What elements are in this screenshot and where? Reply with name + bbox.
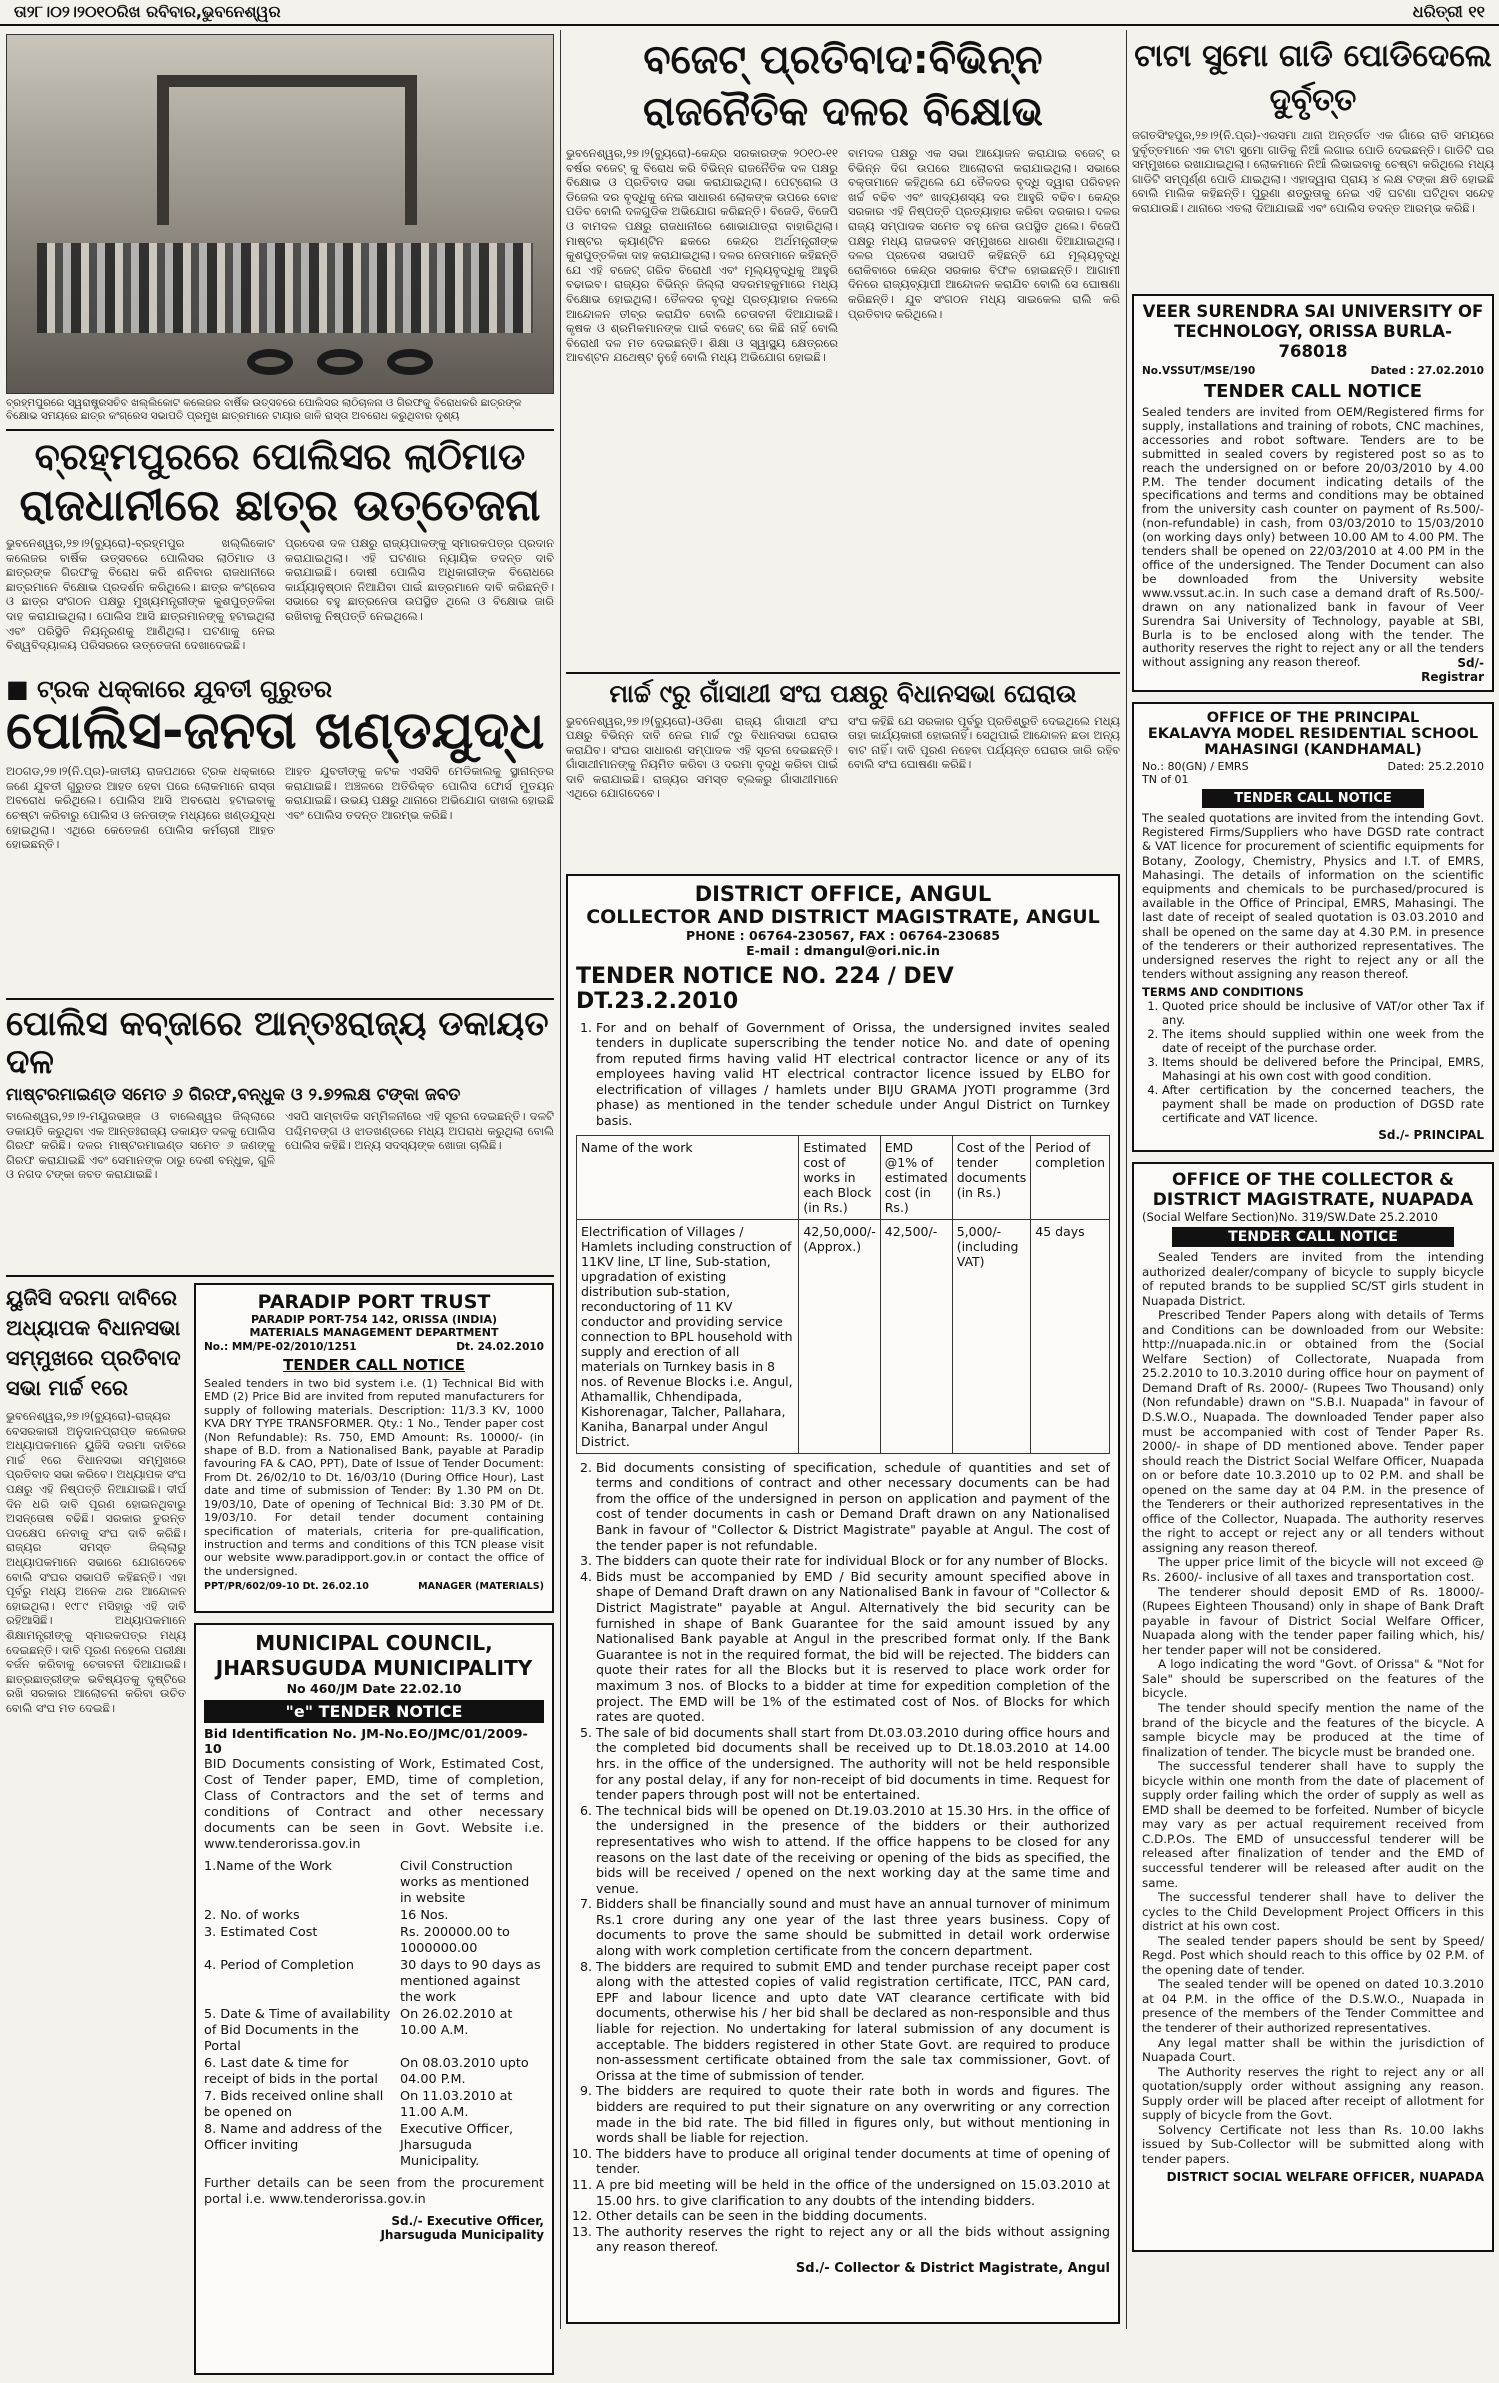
table-row [577, 1219, 1110, 1453]
article-text: ଆହତ ଯୁବତୀଙ୍କୁ କଟକ ଏସସିବି ମେଡିକାଲକୁ ସ୍ଥାନାନ୍ତର କରାଯାଇଛି। ଅଞ୍ଚଳରେ ଅତିରିକ୍ତ ପୋଲିସ ଫୋର୍ସ ମୁତୟନ କରାଯାଇଛି। ଉଭୟ ପକ୍ଷରୁ ଥାନାରେ ଅଭିଯୋଗ ଦାଖଲ ହୋଇଛି ଏବଂ ପୋଲିସ ତଦନ୍ତ ଆରମ୍ଭ କରିଛି। [285, 764, 554, 823]
divider [566, 672, 1120, 674]
ad-signature: Sd./- PRINCIPAL [1378, 1128, 1484, 1143]
ad-paragraph: Solvency Certificate not less than Rs. 10.00 lakhs issued by Sub-Collector will be submitted along with tender papers. [1142, 2122, 1484, 2166]
table-header: Period of completion [1031, 1135, 1110, 1219]
headline-ugc-protest: ୟୁଜିସି ଦରମା ଦାବିରେ ଅଧ୍ୟାପକ ବିଧାନସଭା ସମ୍ମୁଖରେ ପ୍ରତିବାଦ ସଭା ମାର୍ଚ୍ଚ ୧ରେ [6, 1286, 181, 1401]
ad-clause: 8. The bidders are required to submit EMD and tender purchase receipt paper cost along with the attested copies of valid registration certificate, ITCC, PAN card, EPF and labour licence and upto date VAT clearance certificate with bid documents, otherwise his / her bid shall be declared as non-responsible and thus liable for rejection. No undertaking for lateral submission of any document is acceptable. The bidders registered in other State Govt. are required to produce non-assessment certificate obtained from the sale tax commissioner, Govt. of Orissa at the time of submission of tender. [596, 1959, 1110, 2084]
ad-title: DISTRICT MAGISTRATE, NUAPADA [1152, 1190, 1474, 1210]
ad-paragraph: The upper price limit of the bicycle will not exceed @ Rs. 2600/- inclusive of all taxes and transportation cost. [1142, 1555, 1484, 1585]
photo-crowd-shape [37, 243, 533, 333]
ad-clause-list [576, 1460, 1110, 2255]
ad-schedule [204, 1859, 544, 2170]
headline-dacoit-gang: ପୋଲିସ କବ୍ଜାରେ ଆନ୍ତଃରାଜ୍ୟ ଡକାୟତ ଦଳ [6, 1004, 549, 1082]
ad-nuapada-tender [1132, 1162, 1494, 2252]
ad-title: VEER SURENDRA SAI UNIVERSITY OF TECHNOLOGY, ORISSA BURLA-768018 [1142, 302, 1484, 361]
ad-work-table [576, 1135, 1110, 1454]
ad-heading-bar: TENDER CALL NOTICE [1172, 1227, 1454, 1247]
ad-intro: BID Documents consisting of Work, Estimated Cost, Cost of Tender paper, EMD, time of completion, Class of Contractors and the set of terms and conditions of Contract and other necessary documents can be seen in Govt. Website i.e. www.tenderorissa.gov.in [204, 1757, 544, 1853]
schedule-value: On 11.03.2010 at 11.00 A.M. [400, 2089, 513, 2121]
ad-heading: TENDER CALL NOTICE [1203, 381, 1423, 402]
schedule-value: 30 days to 90 days as mentioned against the work [400, 1958, 541, 2006]
ad-terms-list [1142, 999, 1484, 1125]
divider [6, 429, 554, 431]
ad-title: MUNICIPAL COUNCIL, JHARSUGUDA MUNICIPALITY [215, 1631, 533, 1681]
ad-title: PARADIP PORT TRUST [257, 1291, 491, 1314]
table-header: Name of the work [577, 1135, 799, 1219]
ad-clause: 6. The technical bids will be opened on Dt.19.03.2010 at 15.30 Hrs. in the office of the undersigned in the presence of the bidders or their authorized representatives who wish to attend. If the office happens to be closed for any reasons on the last date of the receiving or opening of the bids as specified, the bids will be received / opened on the next working day at the same time and venue. [596, 1803, 1110, 1897]
table-header: Cost of the tender documents (in Rs.) [952, 1135, 1031, 1219]
schedule-value: On 26.02.2010 at 10.00 A.M. [400, 2007, 513, 2039]
divider [6, 1275, 554, 1277]
ad-paragraph: Sealed Tenders are invited from the intending authorized dealer/company of bicycle to supply bicycle of reputed brands to be supplied SC/ST girls student in Nuapada District. [1142, 1250, 1484, 1308]
article-text: ଭୁବନେଶ୍ୱର,୨୭।୨(ବ୍ୟୁରୋ)-କେନ୍ଦ୍ର ସରକାରଙ୍କ ୨୦୧୦-୧୧ ବର୍ଷର ବଜେଟ୍ କୁ ବିରୋଧ କରି ବିଭିନ୍ନ ରାଜନୈତିକ ଦଳ ପକ୍ଷରୁ ବିକ୍ଷୋଭ ଓ ପ୍ରତିବାଦ ସଭା କରାଯାଇଥିଲା। ପେଟ୍ରୋଲ ଓ ଡିଜେଲ ଦର ବୃଦ୍ଧିକୁ ନେଇ ସାଧାରଣ ଲୋକଙ୍କ ଉପରେ ବୋଝ ପଡିବ ବୋଲି ଦଳଗୁଡିକ ଅଭିଯୋଗ କରିଛନ୍ତି। ବିଜେଡି, ବିଜେପି ଓ ବାମଦଳ ପକ୍ଷରୁ ରାଜଧାନୀରେ ଶୋଭାଯାତ୍ରା ବାହାରିଥିଲା। ମାଷ୍ଟର କ୍ୟାଣ୍ଟିନ ଛକରେ କେନ୍ଦ୍ର ଅର୍ଥମନ୍ତ୍ରୀଙ୍କ କୁଶପୁତ୍ତଳିକା ଦାହ କରାଯାଇଥିଲା। ଦଳର ନେତାମାନେ କହିଛନ୍ତି ଯେ ଏହି ବଜେଟ୍ ଗରିବ ବିରୋଧୀ ଏବଂ ମୂଲ୍ୟବୃଦ୍ଧିକୁ ଆହୁରି ବଢାଇବ। ରାଜ୍ୟର ବିଭିନ୍ନ ଜିଲ୍ଲା ସଦରମହକୁମାରେ ମଧ୍ୟ ବିକ୍ଷୋଭ ହୋଇଥିଲା। ତୈଳଦର ବୃଦ୍ଧି ପ୍ରତ୍ୟାହାର ନକଲେ ଆନ୍ଦୋଳନ ତୀବ୍ର କରାଯିବ ବୋଲି ଚେତାବନୀ ଦିଆଯାଇଛି। କୃଷକ ଓ ଶ୍ରମିକମାନଙ୍କ ପାଇଁ ବଜେଟ୍ ରେ କିଛି ନାହିଁ ବୋଲି ବିରୋଧୀ ଦଳ ମତ ଦେଇଛନ୍ତି। ଶିକ୍ଷା ଓ ସ୍ୱାସ୍ଥ୍ୟ କ୍ଷେତ୍ରରେ ଆବଣ୍ଟନ ଯଥେଷ୍ଟ ନୁହେଁ ବୋଲି ମଧ୍ୟ ଅଭିଯୋଗ ହୋଇଛି। [566, 146, 838, 365]
ad-ref: No 460/JM Date 22.02.10 [286, 1681, 462, 1697]
page-masthead: ଧରିତ୍ରୀ ୧୧ [1412, 2, 1485, 21]
ad-ref: No.VSSUT/MSE/190 [1142, 365, 1256, 377]
ad-bid-id: Bid Identification No. JM-No.EO/JMC/01/2009-10 [204, 1727, 528, 1758]
headline-tata-sumo: ଟାଟା ସୁମୋ ଗାଡି ପୋଡିଦେଲେ ଦୁର୍ବୃତ୍ତ [1134, 38, 1492, 118]
ad-paragraph: The successful tenderer shall have to deliver the cycles to the Child Development Project Officers in this district at his own cost. [1142, 1890, 1484, 1934]
table-cell: 45 days [1031, 1219, 1110, 1453]
ad-paragraph: The sealed tender papers should be sent by Speed/ Regd. Post which should reach to this office by 02 P.M. of the opening date of tender. [1142, 1933, 1484, 1977]
ad-term: 1. Quoted price should be inclusive of VAT/or other Tax if any. [1162, 999, 1484, 1027]
article-text: ପ୍ରଦେଶ ଦଳ ପକ୍ଷରୁ ରାଜ୍ୟପାଳଙ୍କୁ ସ୍ମାରକପତ୍ର ପ୍ରଦାନ କରାଯାଇଥିଲା। ଏହି ଘଟଣାର ନ୍ୟାୟିକ ତଦନ୍ତ ଦାବି କରାଯାଇଛି। ଦୋଷୀ ପୋଲିସ ଅଧିକାରୀଙ୍କ ବିରୋଧରେ କାର୍ଯ୍ୟାନୁଷ୍ଠାନ ନିଆଯିବା ପାଇଁ ଛାତ୍ରମାନେ ଦାବି କରିଛନ୍ତି। ସଭାରେ ବହୁ ଛାତ୍ରନେତା ଉପସ୍ଥିତ ଥିଲେ ଓ ବିକ୍ଷୋଭ ଜାରି ରଖିବାକୁ ନିଷ୍ପତ୍ତି ନେଇଥିଲେ। [285, 536, 554, 624]
ad-paragraph: The successful tenderer shall have to supply the bicycle within one month from the date of placement of supply order failing which the order of supply as well as EMD shall be deemed to be forfeited. Number of bicycle may vary as per actual requirement received from C.D.P.Os. The EMD of unsuccessful tenderer will be released after finalization of tender and the EMD of successful tenderer will be released after audit on the same. [1142, 1759, 1484, 1890]
ad-term: 3. Items should be delivered before the Principal, EMRS, Mahasingi at his own cost with good condition. [1162, 1055, 1484, 1083]
ad-department: MATERIALS MANAGEMENT DEPARTMENT [249, 1326, 499, 1340]
headline-gaonsathi: ମାର୍ଚ୍ଚ ୯ରୁ ଗାଁସାଥୀ ସଂଘ ପକ୍ଷରୁ ବିଧାନସଭା ଘେରାଉ [609, 679, 1077, 708]
photo-gate-shape [157, 75, 417, 225]
schedule-value: On 08.03.2010 upto 04.00 P.M. [400, 2056, 529, 2088]
ad-further-details: Further details can be seen from the procurement portal i.e. www.tenderorissa.gov.in [204, 2176, 544, 2208]
column-divider [1126, 30, 1127, 2329]
article-text: ଅଠଗଡ,୨୭।୨(ନି.ପ୍ର)-ଜାତୀୟ ରାଜପଥରେ ଟ୍ରକ ଧକ୍କାରେ ଜଣେ ଯୁବତୀ ଗୁରୁତର ଆହତ ହେବା ପରେ ଲୋକମାନେ ରାସ୍ତା ଅବରୋଧ କରିଥିଲେ। ପୋଲିସ ଆସି ଅବରୋଧ ହଟାଇବାକୁ ଚେଷ୍ଟା କରିବାରୁ ପୋଲିସ ଓ ଜନତାଙ୍କ ମଧ୍ୟରେ ଖଣ୍ଡଯୁଦ୍ଧ ହୋଇଥିଲା। ଏଥିରେ କେତେଜଣ ପୋଲିସ କର୍ମଚାରୀ ଆହତ ହୋଇଛନ୍ତି। [6, 764, 275, 852]
ad-paragraph: Any legal matter shall be within the jurisdiction of Nuapada Court. [1142, 2035, 1484, 2065]
article-text: ଭୁବନେଶ୍ୱର,୨୭।୨(ବ୍ୟୁରୋ)-ରାଜ୍ୟର ବେସରକାରୀ ଅନୁଦାନପ୍ରାପ୍ତ କଲେଜର ଅଧ୍ୟାପକମାନେ ୟୁଜିସି ଦରମା ଦାବିରେ ମାର୍ଚ୍ଚ ୧ରେ ବିଧାନସଭା ସମ୍ମୁଖରେ ପ୍ରତିବାଦ ସଭା କରିବେ। ଅଧ୍ୟାପକ ସଂଘ ପକ୍ଷରୁ ଏହି ନିଷ୍ପତ୍ତି ନିଆଯାଇଛି। ଦୀର୍ଘ ଦିନ ଧରି ଦାବି ପୂରଣ ହୋଇନଥିବାରୁ ଅସନ୍ତୋଷ ବଢିଛି। ସରକାର ତୁରନ୍ତ ପଦକ୍ଷେପ ନେବାକୁ ସଂଘ ଦାବି କରିଛି। ରାଜ୍ୟର ସମସ୍ତ ଜିଲ୍ଲାରୁ ଅଧ୍ୟାପକମାନେ ସଭାରେ ଯୋଗଦେବେ ବୋଲି ସଂଘର ସଭାପତି କହିଛନ୍ତି। ଏହା ପୂର୍ବରୁ ମଧ୍ୟ ଅନେକ ଥର ଆନ୍ଦୋଳନ ହୋଇଥିଲା। ୧୯୮୯ ମସିହାରୁ ଏହି ଦାବି ରହିଆସିଛି। ଅଧ୍ୟାପକମାନେ ଶିକ୍ଷାମନ୍ତ୍ରୀଙ୍କୁ ସ୍ମାରକପତ୍ର ମଧ୍ୟ ଦେଇଛନ୍ତି। ଦାବି ପୂରଣ ନହେଲେ ପରୀକ୍ଷା ବର୍ଜନ କରିବାକୁ ଚେତାବନୀ ଦିଆଯାଇଛି। ଛାତ୍ରଛାତ୍ରୀଙ୍କ ଭବିଷ୍ୟତକୁ ଦୃଷ୍ଟିରେ ରଖି ସରକାର ଆଲୋଚନା କରିବା ଉଚିତ ବୋଲି ସଂଘ ମତ ଦେଇଛି। [6, 1409, 186, 1715]
schedule-key: 3. Estimated Cost [204, 1925, 318, 1941]
ad-heading-bar: TENDER CALL NOTICE [1202, 789, 1424, 808]
schedule-value: Rs. 200000.00 to 1000000.00 [400, 1925, 510, 1957]
ad-jharsuguda-municipality [194, 1623, 554, 2375]
ad-clause: 3. The bidders can quote their rate for individual Block or for any number of Blocks. [596, 1553, 1110, 1569]
ad-date: Dated : 27.02.2010 [1370, 365, 1484, 377]
schedule-key: 4. Period of Completion [204, 1958, 354, 1974]
article-text: ଭୁବନେଶ୍ୱର,୨୭।୨(ବ୍ୟୁରୋ)-ଓଡିଶା ରାଜ୍ୟ ଗାଁସାଥୀ ସଂଘ ପକ୍ଷରୁ ବିଭିନ୍ନ ଦାବି ନେଇ ମାର୍ଚ୍ଚ ୯ରୁ ବିଧାନସଭା ଘେରାଉ କରାଯିବ। ସଂଘର ସାଧାରଣ ସମ୍ପାଦକ ଏହି ସୂଚନା ଦେଇଛନ୍ତି। ଗାଁସାଥୀମାନଙ୍କୁ ନିୟମିତ କରିବା ଓ ଦରମା ବୃଦ୍ଧି କରିବା ପାଇଁ ଦାବି କରାଯାଇଛି। ରାଜ୍ୟର ସମସ୍ତ ବ୍ଲକରୁ ଗାଁସାଥୀମାନେ ଏଥିରେ ଯୋଗଦେବେ। [566, 713, 838, 801]
ad-signature: Sd./- Executive Officer, [391, 2214, 544, 2229]
ad-paragraph: The tender should specify mention the name of the brand of the bicycle and the features of the bicycle. A sample bicycle may be produced at the time of finalization of tender. The bicycle must be branded one. [1142, 1700, 1484, 1759]
article-text: ବାମଦଳ ପକ୍ଷରୁ ଏକ ସଭା ଆୟୋଜନ କରାଯାଇ ବଜେଟ୍ ର ବିଭିନ୍ନ ଦିଗ ଉପରେ ଆଲୋଚନା କରାଯାଇଥିଲା। ସଭାରେ ବକ୍ତାମାନେ କହିଥିଲେ ଯେ ତୈଳଦର ବୃଦ୍ଧି ଦ୍ୱାରା ପରିବହନ ଖର୍ଚ୍ଚ ବଢିବ ଏବଂ ଖାଦ୍ୟଶସ୍ୟ ଦର ଆହୁରି ବଢିବ। କେନ୍ଦ୍ର ସରକାର ଏହି ନିଷ୍ପତ୍ତି ପ୍ରତ୍ୟାହାର କରିବା ଦରକାର। ଦଳର ରାଜ୍ୟ ସମ୍ପାଦକ ସମେତ ବହୁ ନେତା ଉପସ୍ଥିତ ଥିଲେ। ବିଜେପି ପକ୍ଷରୁ ମଧ୍ୟ ରାଜଭବନ ସମ୍ମୁଖରେ ଧାରଣା ଦିଆଯାଇଥିଲା। ଦଳର ପ୍ରଦେଶ ସଭାପତି କହିଛନ୍ତି ଯେ ମୂଲ୍ୟବୃଦ୍ଧି ରୋକିବାରେ କେନ୍ଦ୍ର ସରକାର ବିଫଳ ହୋଇଛନ୍ତି। ଆଗାମୀ ଦିନରେ ରାଜ୍ୟବ୍ୟାପୀ ଆନ୍ଦୋଳନ କରାଯିବ ବୋଲି ସେ ଘୋଷଣା କରିଛନ୍ତି। ଯୁବ ସଂଗଠନ ମଧ୍ୟ ସାଇକେଲ ରାଲି କରି ପ୍ରତିବାଦ କରିଥିଲେ। [848, 146, 1120, 321]
ad-notice-number: TENDER NOTICE NO. 224 / DEV DT.23.2.2010 [576, 963, 954, 1014]
ad-emrs-tender [1132, 702, 1494, 1152]
schedule-key: 7. Bids received online shall be opened on [204, 2089, 384, 2121]
column-left [6, 34, 554, 2334]
schedule-key: 2. No. of works [204, 1908, 300, 1924]
ad-paragraph: The tenderer should deposit EMD of Rs. 18000/- (Rupees Eighteen Thousand) only in shape of Bank Draft payable in favour of District Social Welfare Officer, Nuapada along with the tender paper failing which, his/ her tender paper will not be considered. [1142, 1584, 1484, 1657]
headline-budget-protest: ବଜେଟ୍ ପ୍ରତିବାଦ:ବିଭିନ୍ନ ରାଜନୈତିକ ଦଳର ବିକ୍ଷୋଭ [643, 37, 1043, 135]
schedule-key: 5. Date & Time of availability of Bid Documents in the Portal [204, 2007, 391, 2055]
ad-ref: No.: MM/PE-02/2010/1251 [204, 1341, 357, 1354]
ad-angul-tender [566, 874, 1120, 2324]
column-middle [566, 34, 1120, 2334]
article-text: ଜଗତସିଂହପୁର,୨୭।୨(ନି.ପ୍ର)-ଏରସମା ଥାନା ଅନ୍ତର୍ଗତ ଏକ ଗାଁରେ ରାତି ସମୟରେ ଦୁର୍ବୃତ୍ତମାନେ ଏକ ଟାଟା ସୁମୋ ଗାଡିକୁ ନିଆଁ ଲଗାଇ ପୋଡି ଦେଇଛନ୍ତି। ଗାଡିଟି ଘର ସମ୍ମୁଖରେ ରଖାଯାଇଥିଲା। ଲୋକମାନେ ନିଆଁ ଲିଭାଇବାକୁ ଚେଷ୍ଟା କରିଥିଲେ ମଧ୍ୟ ଗାଡିଟି ସମ୍ପୂର୍ଣ୍ଣ ପୋଡି ଯାଇଥିଲା। ଏହାଦ୍ୱାରା ପ୍ରାୟ ୪ ଲକ୍ଷ ଟଙ୍କା କ୍ଷତି ହୋଇଛି ବୋଲି ମାଲିକ କହିଛନ୍ତି। ପୁରୁଣା ଶତ୍ରୁତାକୁ ନେଇ ଏହି ଘଟଣା ଘଟିଥିବା ସନ୍ଦେହ କରାଯାଉଛି। ଥାନାରେ ଏତଲା ଦିଆଯାଇଛି ଏବଂ ପୋଲିସ ତଦନ୍ତ ଆରମ୍ଭ କରିଛି। [1132, 128, 1494, 215]
ad-clause: 1. For and on behalf of Government of Orissa, the undersigned invites sealed tenders in duplicate superscribing the tender notice No. and date of opening from reputed firms having valid HT electrical contractor licence or any of its employees having valid HT electrical contractor licence issued by ELBO for electrification of villages / hamlets under BIJU GRAMA JYOTI programme (3rd phase) as mentioned in the tender schedule under Angul District on Turnkey basis. [596, 1020, 1110, 1129]
headline-police-clash: ପୋଲିସ-ଜନତା ଖଣ୍ଡଯୁଦ୍ଧ [6, 701, 545, 762]
ad-clause: 10. The bidders have to produce all original tender documents at time of opening of tender. [596, 2146, 1110, 2177]
table-cell: Electrification of Villages / Hamlets including construction of 11KV line, LT line, Sub-station, upgradation of existing distribution sub-station, reconductoring of 11 KV conductor and providing service connection to BPL household with supply and erection of all materials on Turnkey basis in 8 nos. of Revenue Blocks i.e. Angul, Athamallik, Chhendipada, Kishorenagar, Talcher, Pallahara, Kaniha, Banarpal under Angul District. [577, 1219, 799, 1453]
ad-address: PARADIP PORT-754 142, ORISSA (INDIA) [251, 1313, 497, 1327]
schedule-value: Executive Officer, Jharsuguda Municipality. [400, 2122, 514, 2170]
headline-brahmapur: ବ୍ରହ୍ମପୁରରେ ପୋଲିସର ଲାଠିମାଡ [34, 435, 526, 478]
ad-title: COLLECTOR AND DISTRICT MAGISTRATE, ANGUL [586, 905, 1100, 928]
ad-clause: 12. Other details can be seen in the bidding documents. [596, 2208, 1110, 2224]
ad-term: 2. The items should supplied within one week from the date of receipt of the purchase order. [1162, 1027, 1484, 1055]
divider [6, 998, 554, 1000]
ad-date: Dt. 24.02.2010 [456, 1341, 544, 1354]
ad-signature: Registrar [1421, 670, 1484, 684]
ad-signature: Jharsuguda Municipality [380, 2228, 544, 2243]
ad-ref: No.: 80(GN) / EMRS [1142, 760, 1249, 773]
column-divider [560, 30, 561, 2329]
issue-date: ତା୨୮।୦୨।୨୦୧୦ରିଖ ରବିବାର,ଭୁବନେଶ୍ୱର [14, 2, 281, 21]
ad-ref: (Social Welfare Section)No. 319/SW.Date 25.2.2010 [1142, 1210, 1438, 1224]
photo-caption: ବ୍ରହ୍ମପୁରରେ ସ୍ୱରାଷ୍ଟ୍ରସଚିବ ଖଲ୍ଲିକୋଟ କଲେଜର ବାର୍ଷିକ ଉତ୍ସବରେ ପୋଲିସର ଲାଠିଚାଳନା ଓ ଗିରଫକୁ ବିରୋଧକରି ଛାତ୍ରଙ୍କ ବିକ୍ଷୋଭ ସମୟରେ ଛାତ୍ର କଂଗ୍ରେସ ସଭାପତି ପ୍ରମୁଖ ଛାତ୍ରମାନେ ଟାୟାର ଜାଳି ରାସ୍ତା ଅବରୋଧ କରୁଥିବାର ଦୃଶ୍ୟ [6, 397, 522, 422]
ad-terms-heading: TERMS AND CONDITIONS [1142, 985, 1304, 1000]
table-cell: 42,50,000/- (Approx.) [799, 1219, 880, 1453]
ad-signature: DISTRICT SOCIAL WELFARE OFFICER, NUAPADA [1166, 2170, 1484, 2185]
column-right [1132, 34, 1494, 2334]
ad-clause: 7. Bidders shall be financially sound and must have an annual turnover of minimum Rs.1 crore during any one year of the last three years business. Copy of documents to prove the same should be submitted in detail work orderwise along with work completion certificate from the concern department. [596, 1896, 1110, 1958]
ad-term: 4. After certification by the concerned teachers, the payment shall be made on production of DGSD rate certificate and VAT licence. [1162, 1083, 1484, 1125]
table-cell: 5,000/- (including VAT) [952, 1219, 1031, 1453]
schedule-value: 16 Nos. [400, 1908, 449, 1924]
article-text: ବାଲେଶ୍ୱର,୨୭।୨-ମୟୂରଭଞ୍ଜ ଓ ବାଲେଶ୍ୱର ଜିଲ୍ଲାରେ ଡକାୟତି କରୁଥିବା ଏକ ଆନ୍ତଃରାଜ୍ୟ ଡକାୟତ ଦଳକୁ ପୋଲିସ ଗିରଫ କରିଛି। ଦଳର ମାଷ୍ଟରମାଇଣ୍ଡ ସମେତ ୬ ଜଣଙ୍କୁ ଗିରଫ କରାଯାଇଛି ଏବଂ ସେମାନଙ୍କ ଠାରୁ ଦେଶୀ ବନ୍ଧୁକ, ଗୁଳି ଓ ନଗଦ ଟଙ୍କା ଜବତ କରାଯାଇଛି। [6, 1109, 275, 1182]
ad-body [1142, 1250, 1484, 2166]
schedule-key: 6. Last date & time for receipt of bids in the portal [204, 2056, 378, 2088]
ad-title: DISTRICT OFFICE, ANGUL [694, 881, 992, 906]
ad-vssut-tender [1132, 294, 1494, 692]
schedule-key: 8. Name and address of the Officer inviting [204, 2122, 382, 2154]
ad-clause: 5. The sale of bid documents shall start from Dt.03.03.2010 during office hours and the completed bid documents shall be received up to Dt.18.03.2010 at 14.00 hrs. in the office of the undersigned. The authority will not be held responsible for any postal delay, if any for non-receipt of bid documents in time. Request for tender papers through post will not be entertained. [596, 1725, 1110, 1803]
ad-paradip-port [194, 1283, 554, 1613]
ad-email: E-mail : dmangul@ori.nic.in [746, 942, 940, 958]
ad-date: Dated: 25.2.2010 [1387, 760, 1484, 773]
ad-clause: 11. A pre bid meeting will be held in the office of the undersigned on 15.03.2010 at 15.00 hrs. to give clarification to any doubts of the intending bidders. [596, 2177, 1110, 2208]
ad-paragraph: A logo indicating the word "Govt. of Orissa" & "Not for Sale" should be superscribed on the features of the bicycle. [1142, 1657, 1484, 1701]
table-header: Estimated cost of works in each Block (in Rs.) [799, 1135, 880, 1219]
schedule-key: 1.Name of the Work [204, 1859, 332, 1875]
ad-body: Sealed tenders are invited from OEM/Registered firms for supply, installations and training of robots, CNC machines, accessories and robot software. Tenders are to be submitted in sealed covers by registered post so as to reach the undersigned on or before 20/03/2010 by 4.00 P.M. The tender document indicating details of the specifications and terms and conditions may be obtained from the university cash counter on payment of Rs.500/- (non-refundable) in cash, from 03/03/2010 to 15/03/2010 (on working days only) between 10.00 AM to 4.00 PM. The tenders shall be opened on 22/03/2010 at 4.00 PM in the office of the undersigned. The Tender Document can also be downloaded from the University website www.vssut.ac.in. In such case a demand draft of Rs.500/- drawn on any nationalized bank in favour of Veer Surendra Sai University of Technology, payable at SBI, Burla is to be enclosed along with the tender. The authority reserves the right to reject any or all the tenders without assigning any reason thereof. [1142, 405, 1484, 670]
photo-tyre-shape [247, 349, 293, 375]
article-text: ଭୁବନେଶ୍ୱର,୨୭।୨(ବ୍ୟୁରୋ)-ବ୍ରହ୍ମପୁର ଖଲ୍ଲିକୋଟ କଲେଜର ବାର୍ଷିକ ଉତ୍ସବରେ ପୋଲିସର ଲାଠିମାଡ ଓ ଛାତ୍ରଙ୍କ ଗିରଫକୁ ବିରୋଧ କରି ଶନିବାର ରାଜଧାନୀରେ ଛାତ୍ରମାନେ ବିକ୍ଷୋଭ ପ୍ରଦର୍ଶନ କରିଥିଲେ। ଛାତ୍ର କଂଗ୍ରେସ ଓ ଛାତ୍ର ସଂଗଠନ ପକ୍ଷରୁ ମୁଖ୍ୟମନ୍ତ୍ରୀଙ୍କ କୁଶପୁତ୍ତଳିକା ଦାହ କରାଯାଇଥିଲା। ପୋଲିସ ଆସି ଛାତ୍ରମାନଙ୍କୁ ହଟାଇଥିଲା ଏବଂ ପରିସ୍ଥିତି ନିୟନ୍ତ୍ରଣକୁ ଆଣିଥିଲା। ଘଟଣାକୁ ନେଇ ବିଶ୍ୱବିଦ୍ୟାଳୟ ପରିସରରେ ଉତ୍ତେଜନା ଦେଖାଦେଇଛି। [6, 536, 275, 653]
photo-tyre-shape [387, 349, 433, 375]
ad-clause-list [576, 1020, 1110, 1129]
article-text: ଏସପି ସାମ୍ବାଦିକ ସମ୍ମିଳନୀରେ ଏହି ସୂଚନା ଦେଇଛନ୍ତି। ଦଳଟି ପଶ୍ଚିମବଙ୍ଗ ଓ ଝାଡଖଣ୍ଡରେ ମଧ୍ୟ ଅପରାଧ କରୁଥିଲା ବୋଲି ପୋଲିସ କହିଛି। ଅନ୍ୟ ସଦସ୍ୟଙ୍କ ଖୋଜା ଚାଲିଛି। [285, 1109, 554, 1153]
ad-title: MAHASINGI (KANDHAMAL) [1204, 742, 1422, 758]
table-cell: 42,500/- [880, 1219, 952, 1453]
headline-student-agitation: ରାଜଧାନୀରେ ଛାତ୍ର ଉତ୍ତେଜନା [19, 479, 541, 531]
ad-pr-number: PPT/PR/602/09-10 Dt. 26.02.10 [204, 1581, 369, 1593]
photo-tyre-shape [317, 349, 363, 375]
kicker-truck-accident: ■ ଟ୍ରକ ଧକ୍କାରେ ଯୁବତୀ ଗୁରୁତର [6, 675, 333, 704]
schedule-value: Civil Construction works as mentioned in website [400, 1859, 530, 1907]
ad-paragraph: Prescribed Tender Papers along with details of Terms and Conditions can be downloaded from our Website: http://nuapada.nic.in or obtained from the (Social Welfare Section) of Collectorate, Nuapada from 25.2.2010 to 10.3.2010 during office hour on payment of Demand Draft of Rs. 2000/- (Rupees Two Thousand) only (Non refundable) drawn on "S.B.I. Nuapada" in favour of D.S.W.O., Nuapada. The downloaded Tender paper also must be accompanied with cost of Tender Paper Rs. 2000/- in shape of DD mentioned above. Tender paper should reach the District Social Welfare Officer, Nuapada on or before date 10.3.2010 up to 02 P.M. and shall be opened on the same day at 04 P.M. in the presence of the Tenderers or their authorized representatives in the office of the Collector, Nuapada. The authority reserves the right to accept or reject any or all tenders without assigning any reason thereof. [1142, 1308, 1484, 1555]
ad-clause: 2. Bid documents consisting of specification, schedule of quantities and set of terms and conditions of contract and other necessary documents can be had from the office of the undersigned in person on application and payment of the cost of tender documents in cash or Demand Draft drawn on any Nationalised Bank in favour of "Collector & District Magistrate" payable at Angul. The cost of the tender paper is not refundable. [596, 1460, 1110, 1554]
ad-clause: 13. The authority reserves the right to reject any or all the bids without assigning any reason thereof. [596, 2224, 1110, 2255]
ad-signature: Sd/- [1457, 656, 1484, 670]
subheadline-dacoit: ମାଷ୍ଟରମାଇଣ୍ଡ ସମେତ ୬ ଗିରଫ,ବନ୍ଧୁକ ଓ ୨.୭୨ଲକ୍ଷ ଟଙ୍କା ଜବତ [6, 1085, 461, 1106]
ad-paragraph: The sealed tender will be opened on dated 10.3.2010 at 04 P.M. in the office of the D.S.W.O., Nuapada in presence of the members of the Tender Committee and the tenderer of their authorized representatives. [1142, 1977, 1484, 2035]
table-header: EMD @1% of estimated cost (in Rs.) [880, 1135, 952, 1219]
ad-body: The sealed quotations are invited from the intending Govt. Registered Firms/Suppliers who have DGSD rate contract & VAT licence for procurement of scientific equipments for Botany, Zoology, Chemistry, Physics and I.T. of EMRS, Mahasingi. The details of information on the scientific equipments and chemicals to be purchased/procured is available in the Office of Principal, EMRS, Mahasingi. The last date of receipt of sealed quotation is 03.03.2010 and shall be opened on the same day at 4.30 P.M. in presence of the tenderers or their authorized representatives. The undersigned reserves the right to reject any or all the tenders without assigning any reason thereof. [1142, 811, 1484, 982]
ad-signature: Sd./- Collector & District Magistrate, Angul [795, 2260, 1110, 2276]
article-text: ସଂଘ କହିଛି ଯେ ସରକାର ପୂର୍ବରୁ ପ୍ରତିଶ୍ରୁତି ଦେଇଥିଲେ ମଧ୍ୟ ତାହା କାର୍ଯ୍ୟକାରୀ ହୋଇନାହିଁ। ସେଥିପାଇଁ ଆନ୍ଦୋଳନ ଛଡା ଅନ୍ୟ ବାଟ ନାହିଁ। ଦାବି ପୂରଣ ନହେବା ପର୍ଯ୍ୟନ୍ତ ଘେରାଉ ଜାରି ରହିବ ବୋଲି ସଂଘ ଘୋଷଣା କରିଛି। [848, 713, 1120, 772]
ad-tn: TN of 01 [1142, 773, 1189, 786]
ad-paragraph: The Authority reserves the right to reject any or all quotation/supply order without assigning any reason. Supply order will be placed after receipt of allotment for supply of bicycle from the Govt. [1142, 2064, 1484, 2123]
ad-title: OFFICE OF THE PRINCIPAL [1206, 710, 1420, 726]
ad-signatory: MANAGER (MATERIALS) [418, 1581, 544, 1593]
ad-title: EKALAVYA MODEL RESIDENTIAL SCHOOL [1147, 726, 1479, 742]
ad-heading-bar: "e" TENDER NOTICE [204, 1700, 544, 1723]
ad-heading: TENDER CALL NOTICE [283, 1356, 465, 1375]
ad-title: OFFICE OF THE COLLECTOR & [1172, 1170, 1454, 1190]
news-photo [6, 34, 554, 394]
ad-body: Sealed tenders in two bid system i.e. (1) Technical Bid with EMD (2) Price Bid are invited from reputed manufacturers for supply of following materials. Description: 11/3.3 KV, 1000 KVA DRY TYPE TRANSFORMER. Qty.: 1 No., Tender paper cost (Non Refundable): Rs. 750, EMD Amount: Rs. 10000/- (in shape of B.D. from a Nationalised Bank, payable at Paradip favouring FA & CAO, PPT), Date of Issue of Tender Document: From Dt. 26/02/10 to Dt. 16/03/10 (During Office Hour), Last date and time of submission of Tender: By 1.30 PM on Dt. 19/03/10, Date of opening of Technical Bid: 3.30 PM of Dt. 19/03/10. For detail tender document containing specification of materials, criteria for pre-qualification, instruction and terms and conditions of this TCN please visit our website www.paradipport.gov.in or contact the office of the undersigned. [204, 1377, 544, 1578]
page-header [0, 0, 1499, 26]
ad-clause: 9. The bidders are required to quote their rate both in words and figures. The bidders are required to put their signature on any overwriting or any correction made in the bid rate. The bid filled in figures only, but without mentioning in words shall be liable for rejection. [596, 2083, 1110, 2145]
ad-phone: PHONE : 06764-230567, FAX : 06764-230685 [686, 927, 1000, 943]
ad-clause: 4. Bids must be accompanied by EMD / Bid security amount specified above in shape of Demand Draft drawn on any Nationalised Bank in favour of "Collector & District Magistrate" payable at Angul. Alternatively the bid security can be furnished in shape of Bank Guarantee for the said amount issued by any Nationalised Bank payable at Angul in the prescribed format only. If the Bank Guarantee is not in the required format, the bid will be rejected. The bidders can quote their rates for all the Blocks but it is reserved to place work order for maximum 3 nos. of Blocks to a bidder at time for expedition completion of the project. The EMD will be 1% of the estimated cost of Nos. of Blocks for which rates are quoted. [596, 1569, 1110, 1725]
